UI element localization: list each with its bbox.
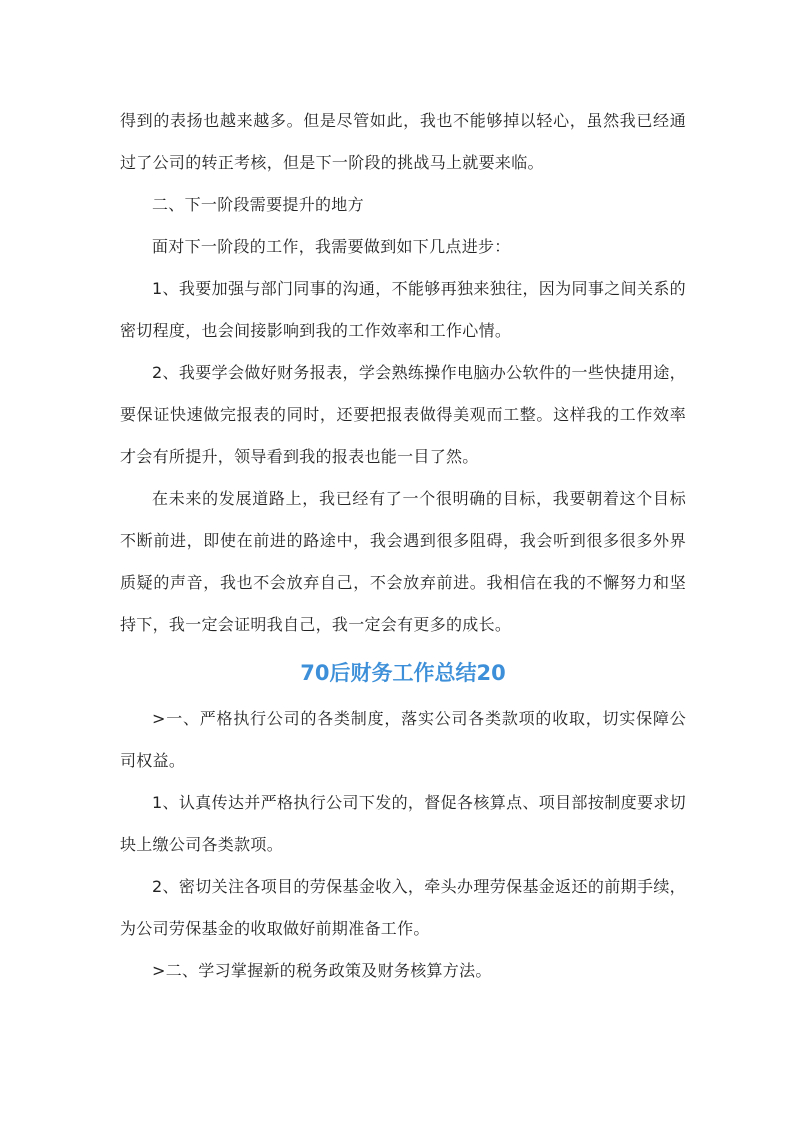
document-body [120,100,686,992]
section-title: 70后财务工作总结20 [300,661,506,685]
list-item: 2、我要学会做好财务报表，学会熟练操作电脑办公软件的一些快捷用途，要保证快速做完报表的同时，还要把报表做得美观而工整。这样我的工作效率才会有所提升，领导看到我的报表也能一目了然。 [120,363,686,466]
subheading-next-stage: 二、下一阶段需要提升的地方 [152,195,364,214]
list-item: 1、认真传达并严格执行公司下发的，督促各核算点、项目部按制度要求切块上缴公司各类款项。 [120,793,686,854]
paragraph: 在未来的发展道路上，我已经有了一个很明确的目标，我要朝着这个目标不断前进，即使在前进的路途中，我会遇到很多阻碍，我会听到很多很多外界质疑的声音，我也不会放弃自己，不会放弃前进。我相信在我的不懈努力和坚持下，我一定会证明我自己，我一定会有更多的成长。 [120,489,686,634]
subheading-two: >二、学习掌握新的税务政策及财务核算方法。 [152,961,492,980]
subheading-one: >一、严格执行公司的各类制度，落实公司各类款项的收取，切实保障公司权益。 [120,709,686,770]
list-item: 1、我要加强与部门同事的沟通，不能够再独来独往，因为同事之间关系的密切程度，也会间接影响到我的工作效率和工作心情。 [120,279,686,340]
paragraph: 得到的表扬也越来越多。但是尽管如此，我也不能够掉以轻心，虽然我已经通过了公司的转正考核，但是下一阶段的挑战马上就要来临。 [120,111,686,172]
list-item: 2、密切关注各项目的劳保基金收入，牵头办理劳保基金返还的前期手续，为公司劳保基金的收取做好前期准备工作。 [120,877,686,938]
paragraph: 面对下一阶段的工作，我需要做到如下几点进步： [152,237,511,256]
